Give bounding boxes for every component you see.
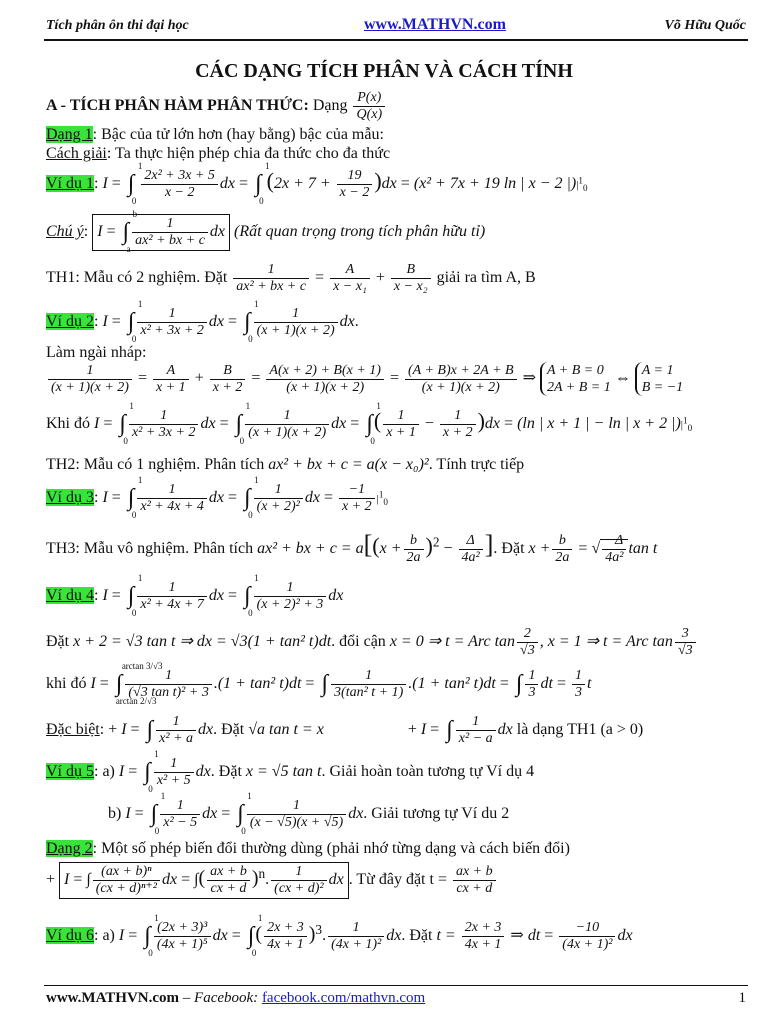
th3-line: TH3: Mẫu vô nghiệm. Phân tích ax² + bx + c = a[(x + $\frac{b}{2a}$ )$^2$ − $\frac{\Delta}{\text{4a²}}$ ]. Đặt x + $\frac{b}{2a}$ = √ $\frac{-\Delta}{\text{4a²}}$ tan t: [46, 530, 658, 565]
dang1-line: [46, 126, 746, 144]
nhap-line: Làm ngài nháp:: [46, 344, 147, 361]
dacbiet-line: Đặc biệt: + I = ∫ $\frac{1}{\text{x² + a}}$ dx. Đặt √a tan t = x + I = ∫ $\frac{1}{\text{x² − a}}$ dx là dạng TH1 (a > 0): [46, 714, 644, 746]
dacbiet-label: Đặc biệt: [46, 721, 100, 739]
th1-line: TH1: Mẫu có 2 nghiệm. Đặt $\frac{1}{\text{ax² + bx + c}}$ = $\frac{A}{\text{x − x₁}}$ + $\frac{B}{\text{x − x₂}}$ giải ra tìm A, B: [46, 262, 536, 294]
chuy-line: Chú ý: I = ∫ b a $\frac{1}{\text{ax² + bx + c}}$ dx (Rất quan trọng trong tích phân hữu tỉ): [46, 209, 486, 254]
vidu3-line: Ví dụ 3: I = ∫ 1 0 $\frac{1}{\text{x² + 4x + 4}}$ dx = ∫ 1 0 $\frac{1}{\text{(x + 2)²}}$ dx = $\frac{-1}{x + 2}$ $|^1_0$: [46, 475, 388, 520]
footer-facebook-label: Facebook:: [194, 990, 259, 1006]
chuy-note: (Rất quan trọng trong tích phân hữu tỉ): [234, 223, 486, 241]
section-a-label: A - TÍCH PHÂN HÀM PHÂN THỨC:: [46, 97, 309, 115]
vidu5-b-line: b) I = ∫ 1 0 $\frac{1}{\text{x² − 5}}$ dx = ∫ 1 0 $\frac{1}{(x - √5)(x + √5)}$ dx. Giải tương tự Ví du 2: [108, 791, 510, 836]
vd1-result: (x² + 7x + 19 ln | x − 2 |): [413, 175, 577, 193]
chuy-formula-box: I = ∫ b a $\frac{1}{\text{ax² + bx + c}}$ dx: [92, 214, 230, 251]
page-number: 1: [738, 990, 746, 1006]
vidu4-label: Ví dụ 4: [46, 587, 94, 605]
footer-facebook-link[interactable]: facebook.com/mathvn.com: [261, 990, 426, 1006]
dang2-formula: + I = ∫ $\frac{\text{(ax + b)ⁿ}}{\text{(cx + d)ⁿ⁺²}}$ dx = ∫( $\frac{ax + b}{cx + d}$ )$^n$. $\frac{1}{\text{(cx + d)²}}$ dx . Từ đây đặt t = $\frac{ax + b}{cx + d}$: [46, 862, 746, 899]
vidu3-label: Ví dụ 3: [46, 489, 94, 507]
khido2-line: khi đó I = ∫ arctan 3/√3 arctan 2/√3 $\frac{1}{\text{(√3 tan t)² + 3}}$ .(1 + tan² t)dt = ∫ $\frac{1}{\text{3(tan² t + 1)}}$ .(1 + tan² t)dt = ∫ $\frac{1}{3}$ dt = $\frac{1}{3}$ t: [46, 661, 592, 706]
dat-line: Đặt x + 2 = √3 tan t ⇒ dx = √3(1 + tan² t)dt. đổi cận x = 0 ⇒ t = Arc tan $\frac{2}{√3}$ , x = 1 ⇒ t = Arc tan $\frac{3}{√3}$: [46, 626, 746, 659]
vidu1-line: Ví dụ 1: I = ∫ 1 0 $\frac{\text{2x² + 3x + 5}}{x - 2}$ dx = ∫ 1 0 (2x + 7 + $\frac{19}{x - 2}$ )dx = (x² + 7x + 19 ln | x − 2 $|)|^1_0$: [46, 161, 588, 206]
dang1-label: Dạng 1: [46, 126, 93, 143]
vidu6-line: Ví dụ 6: a) I = ∫ 1 0 $\frac{\text{(2x + 3)³}}{\text{(4x + 1)⁵}}$ dx = ∫ 1 0 ( $\frac{2x + 3}{4x + 1}$ )$^3$. $\frac{1}{\text{(4x + 1)²}}$ dx. Đặt t = $\frac{2x + 3}{4x + 1}$ ⇒ dt = $\frac{-10}{\text{(4x + 1)²}}$ dx: [46, 913, 633, 958]
dang2-label: Dạng 2: [46, 840, 93, 857]
vidu4-line: Ví dụ 4: I = ∫ 1 0 $\frac{1}{\text{x² + 4x + 7}}$ dx = ∫ 1 0 $\frac{1}{\text{(x + 2)² + 3}}$ dx: [46, 573, 344, 618]
header-author: Võ Hữu Quốc: [664, 18, 746, 33]
chuy-label: Chú ý: [46, 223, 84, 241]
cachgiai-line: [46, 145, 746, 163]
vidu6-label: Ví dụ 6: [46, 927, 94, 945]
section-a-dang: Dạng: [312, 97, 348, 115]
vidu5-a-line: Ví dụ 5: a) I = ∫ 1 0 $\frac{1}{\text{x² + 5}}$ dx. Đặt x = √5 tan t. Giải hoàn toàn tương tự Ví dụ 4: [46, 749, 535, 794]
cachgiai-text: : Ta thực hiện phép chia đa thức cho đa thức: [106, 145, 391, 162]
khido1-line: Khi đó I = ∫ 1 0 $\frac{1}{\text{x² + 3x + 2}}$ dx = ∫ 1 0 $\frac{1}{(x + 1)(x + 2)}$ dx = ∫ 1 0 ( $\frac{1}{x + 1}$ − $\frac{1}{x + 2}$ )dx = (ln | x + 1 | − ln | x + 2 $|)|^1_0$: [46, 401, 693, 446]
vidu5-label: Ví dụ 5: [46, 763, 94, 781]
header-left: Tích phân ôn thi đại học: [46, 18, 189, 33]
dang2-line: Dạng 2: Một số phép biến đổi thường dùng (phải nhớ từng dạng và cách biến đổi): [46, 840, 570, 857]
page-title: CÁC DẠNG TÍCH PHÂN VÀ CÁCH TÍNH: [195, 60, 573, 82]
vidu2-label: Ví dụ 2: [46, 313, 94, 331]
vidu1-label: Ví dụ 1: [46, 175, 94, 193]
pq-fraction: $\frac{P(x)}{Q(x)}$: [353, 90, 385, 123]
footer-site[interactable]: www.MATHVN.com: [46, 990, 180, 1006]
page-footer: www.MATHVN.com – Facebook: facebook.com/mathvn.com 1: [46, 990, 746, 1006]
header-divider: [44, 39, 748, 41]
vd1-frac: $\frac{\text{2x² + 3x + 5}}{x - 2}$: [141, 168, 218, 201]
section-a: [46, 90, 746, 123]
nhap-formula: $\frac{1}{(x + 1)(x + 2)}$ = $\frac{A}{x + 1}$ + $\frac{B}{x + 2}$ = $\frac{A(x + 2) + B(x + 1)}{(x + 1)(x + 2)}$ = $\frac{(A + B)x + 2A + B}{(x + 1)(x + 2)}$ ⇒ A + B = 0 2A + B = 1 ⇔ A = 1 B = −1: [46, 362, 746, 396]
header-site-link[interactable]: www.MATHVN.com: [364, 16, 506, 33]
footer-divider: [44, 985, 748, 986]
dang1-text: : Bậc của tử lớn hơn (hay bằng) bậc của mẫu:: [92, 126, 384, 143]
th2-line: TH2: Mẫu có 1 nghiệm. Phân tích ax² + bx + c = a(x − x₀)². Tính trực tiếp: [46, 456, 525, 473]
vidu2-line: Ví dụ 2: I = ∫ 1 0 $\frac{1}{\text{x² + 3x + 2}}$ dx = ∫ 1 0 $\frac{1}{(x + 1)(x + 2)}$ dx.: [46, 299, 359, 344]
page-header: [46, 14, 746, 40]
cachgiai-label: Cách giải: [46, 145, 107, 162]
